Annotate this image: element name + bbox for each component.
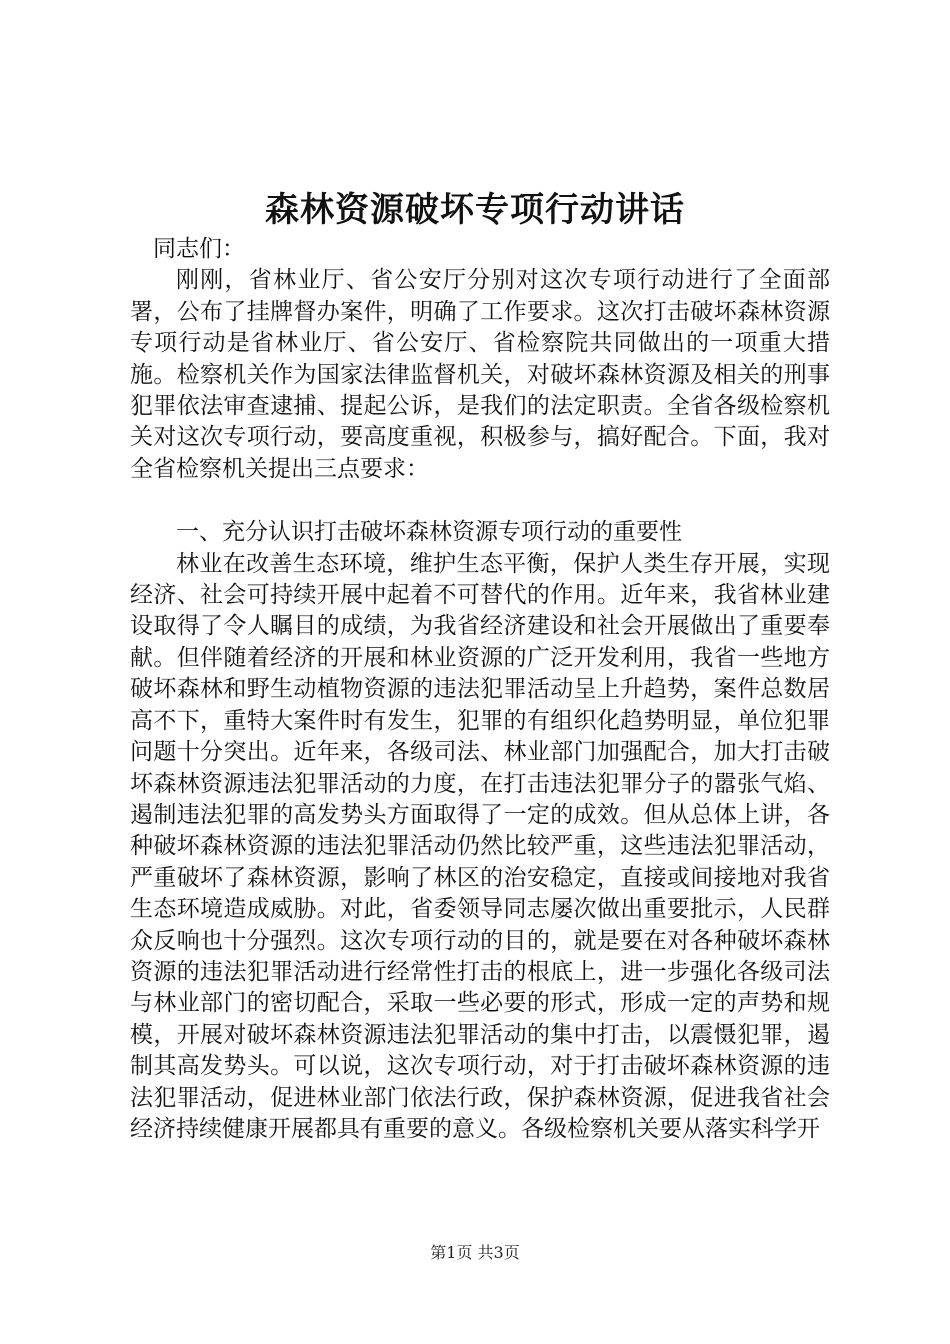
paragraph-section-1: 林业在改善生态环境，维护生态平衡，保护人类生存开展，实现经济、社会可持续开展中起着不可替代的作用。近年来，我省林业建设取得了令人瞩目的成绩，为我省经济建设和社会开展做出了重要奉献。但伴随着经济的开展和林业资源的广泛开发利用，我省一些地方破坏森林和野生动植物资源的违法犯罪活动呈上升趋势，案件总数居高不下，重特大案件时有发生，犯罪的有组织化趋势明显，单位犯罪问题十分突出。近年来，各级司法、林业部门加强配合，加大打击破坏森林资源违法犯罪活动的力度，在打击违法犯罪分子的嚣张气焰、遏制违法犯罪的高发势头方面取得了一定的成效。但从总体上讲，各种破坏森林资源的违法犯罪活动仍然比较严重，这些违法犯罪活动，严重破坏了森林资源，影响了林区的治安稳定，直接或间接地对我省生态环境造成威胁。对此，省委领导同志屡次做出重要批示，人民群众反响也十分强烈。这次专项行动的目的，就是要在对各种破坏森林资源的违法犯罪活动进行经常性打击的根底上，进一步强化各级司法与林业部门的密切配合，采取一些必要的形式，形成一定的声势和规模，开展对破坏森林资源违法犯罪活动的集中打击，以震慑犯罪，遏制其高发势头。可以说，这次专项行动，对于打击破坏森林资源的违法犯罪活动，促进林业部门依法行政，保护森林资源，促进我省社会经济持续健康开展都具有重要的意义。各级检察机关要从落实科学开 [130, 550, 830, 1142]
section-heading-1: 一、充分认识打击破坏森林资源专项行动的重要性 [176, 519, 682, 546]
document-body [130, 234, 830, 1145]
page-footer [0, 1242, 950, 1264]
paragraph-intro: 刚刚，省林业厅、省公安厅分别对这次专项行动进行了全面部署，公布了挂牌督办案件，明确了工作要求。这次打击破坏森林资源专项行动是省林业厅、省公安厅、省检察院共同做出的一项重大措施。检察机关作为国家法律监督机关，对破坏森林资源及相关的刑事犯罪依法审查逮捕、提起公诉，是我们的法定职责。全省各级检察机关对这次专项行动，要高度重视，积极参与，搞好配合。下面，我对全省检察机关提出三点要求： [130, 267, 830, 482]
page-number: 第1页 共3页 [430, 1243, 520, 1262]
document-title: 森林资源破坏专项行动讲话 [265, 190, 685, 230]
salutation: 同志们： [153, 236, 245, 262]
